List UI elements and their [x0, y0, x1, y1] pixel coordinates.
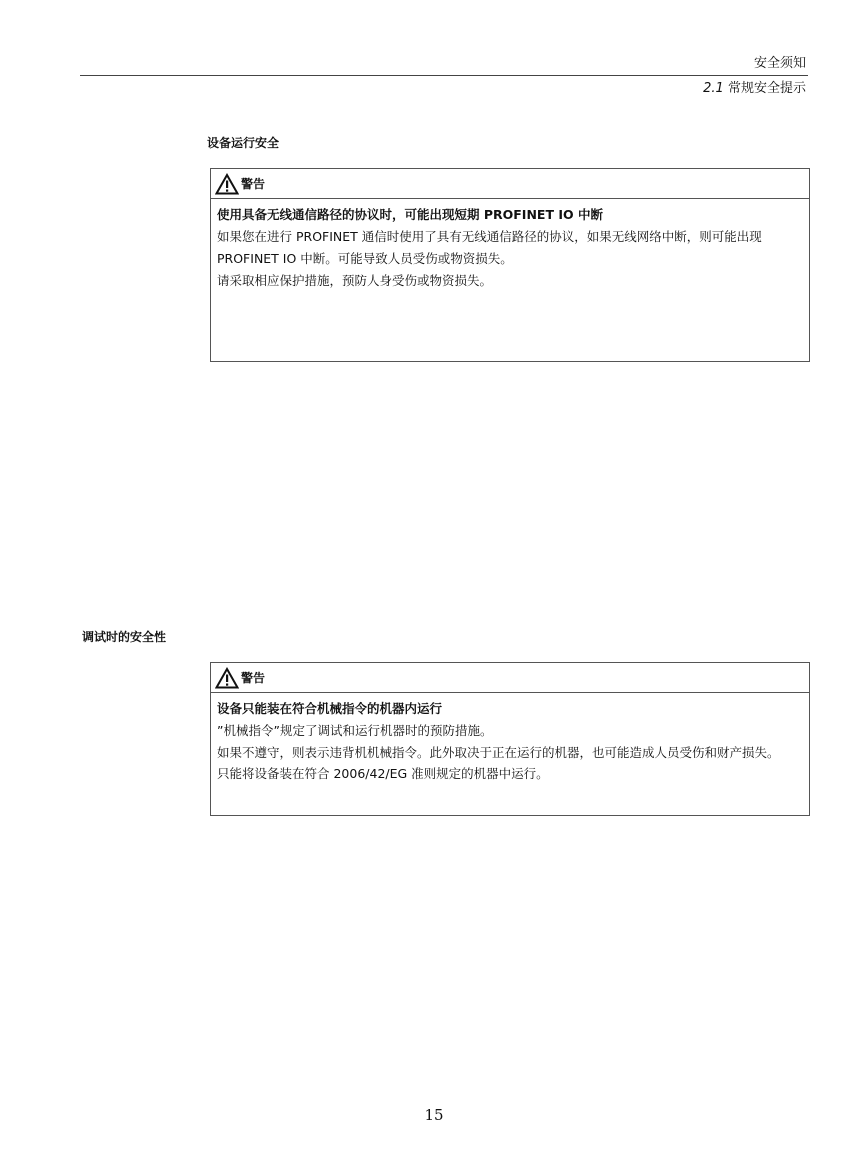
section-heading-commissioning-safety: 调试时的安全性 [82, 630, 167, 644]
section-heading-operation-safety: 设备运行安全 [207, 136, 280, 150]
warning-body [211, 693, 809, 789]
warning-header [211, 169, 809, 199]
warning-body [211, 199, 809, 296]
warning-paragraph: 请采取相应保护措施，预防人身受伤或物资损失。 [217, 273, 493, 288]
header-section-title [703, 80, 806, 98]
header-section-number: 2.1 [703, 81, 724, 96]
warning-title: 设备只能装在符合机械指令的机器内运行 [217, 701, 443, 716]
warning-paragraph: 如果您在进行 PROFINET 通信时使用了具有无线通信路径的协议，如果无线网络中断，则可能出现 PROFINET IO 中断。可能导致人员受伤或物资损失。 [217, 229, 762, 266]
warning-paragraph: 只能将设备装在符合 2006/42/EG 准则规定的机器中运行。 [217, 766, 549, 781]
header-chapter-title: 安全须知 [753, 56, 806, 71]
warning-header [211, 663, 809, 693]
header-section-label: 常规安全提示 [727, 81, 806, 96]
header-divider [80, 75, 808, 76]
warning-triangle-icon [215, 173, 241, 195]
warning-title: 使用具备无线通信路径的协议时，可能出现短期 PROFINET IO 中断 [217, 207, 603, 222]
page-number: 15 [424, 1106, 444, 1124]
warning-paragraph: ”机械指令”规定了调试和运行机器时的预防措施。 [217, 723, 493, 738]
warning-paragraph: 如果不遵守，则表示违背机机械指令。此外取决于正在运行的机器，也可能造成人员受伤和财产损失。 [217, 745, 780, 760]
warning-box-machinery [210, 662, 810, 816]
warning-label: 警告 [241, 671, 266, 685]
warning-label: 警告 [241, 177, 266, 191]
warning-triangle-icon [215, 667, 241, 689]
warning-box-wireless [210, 168, 810, 362]
